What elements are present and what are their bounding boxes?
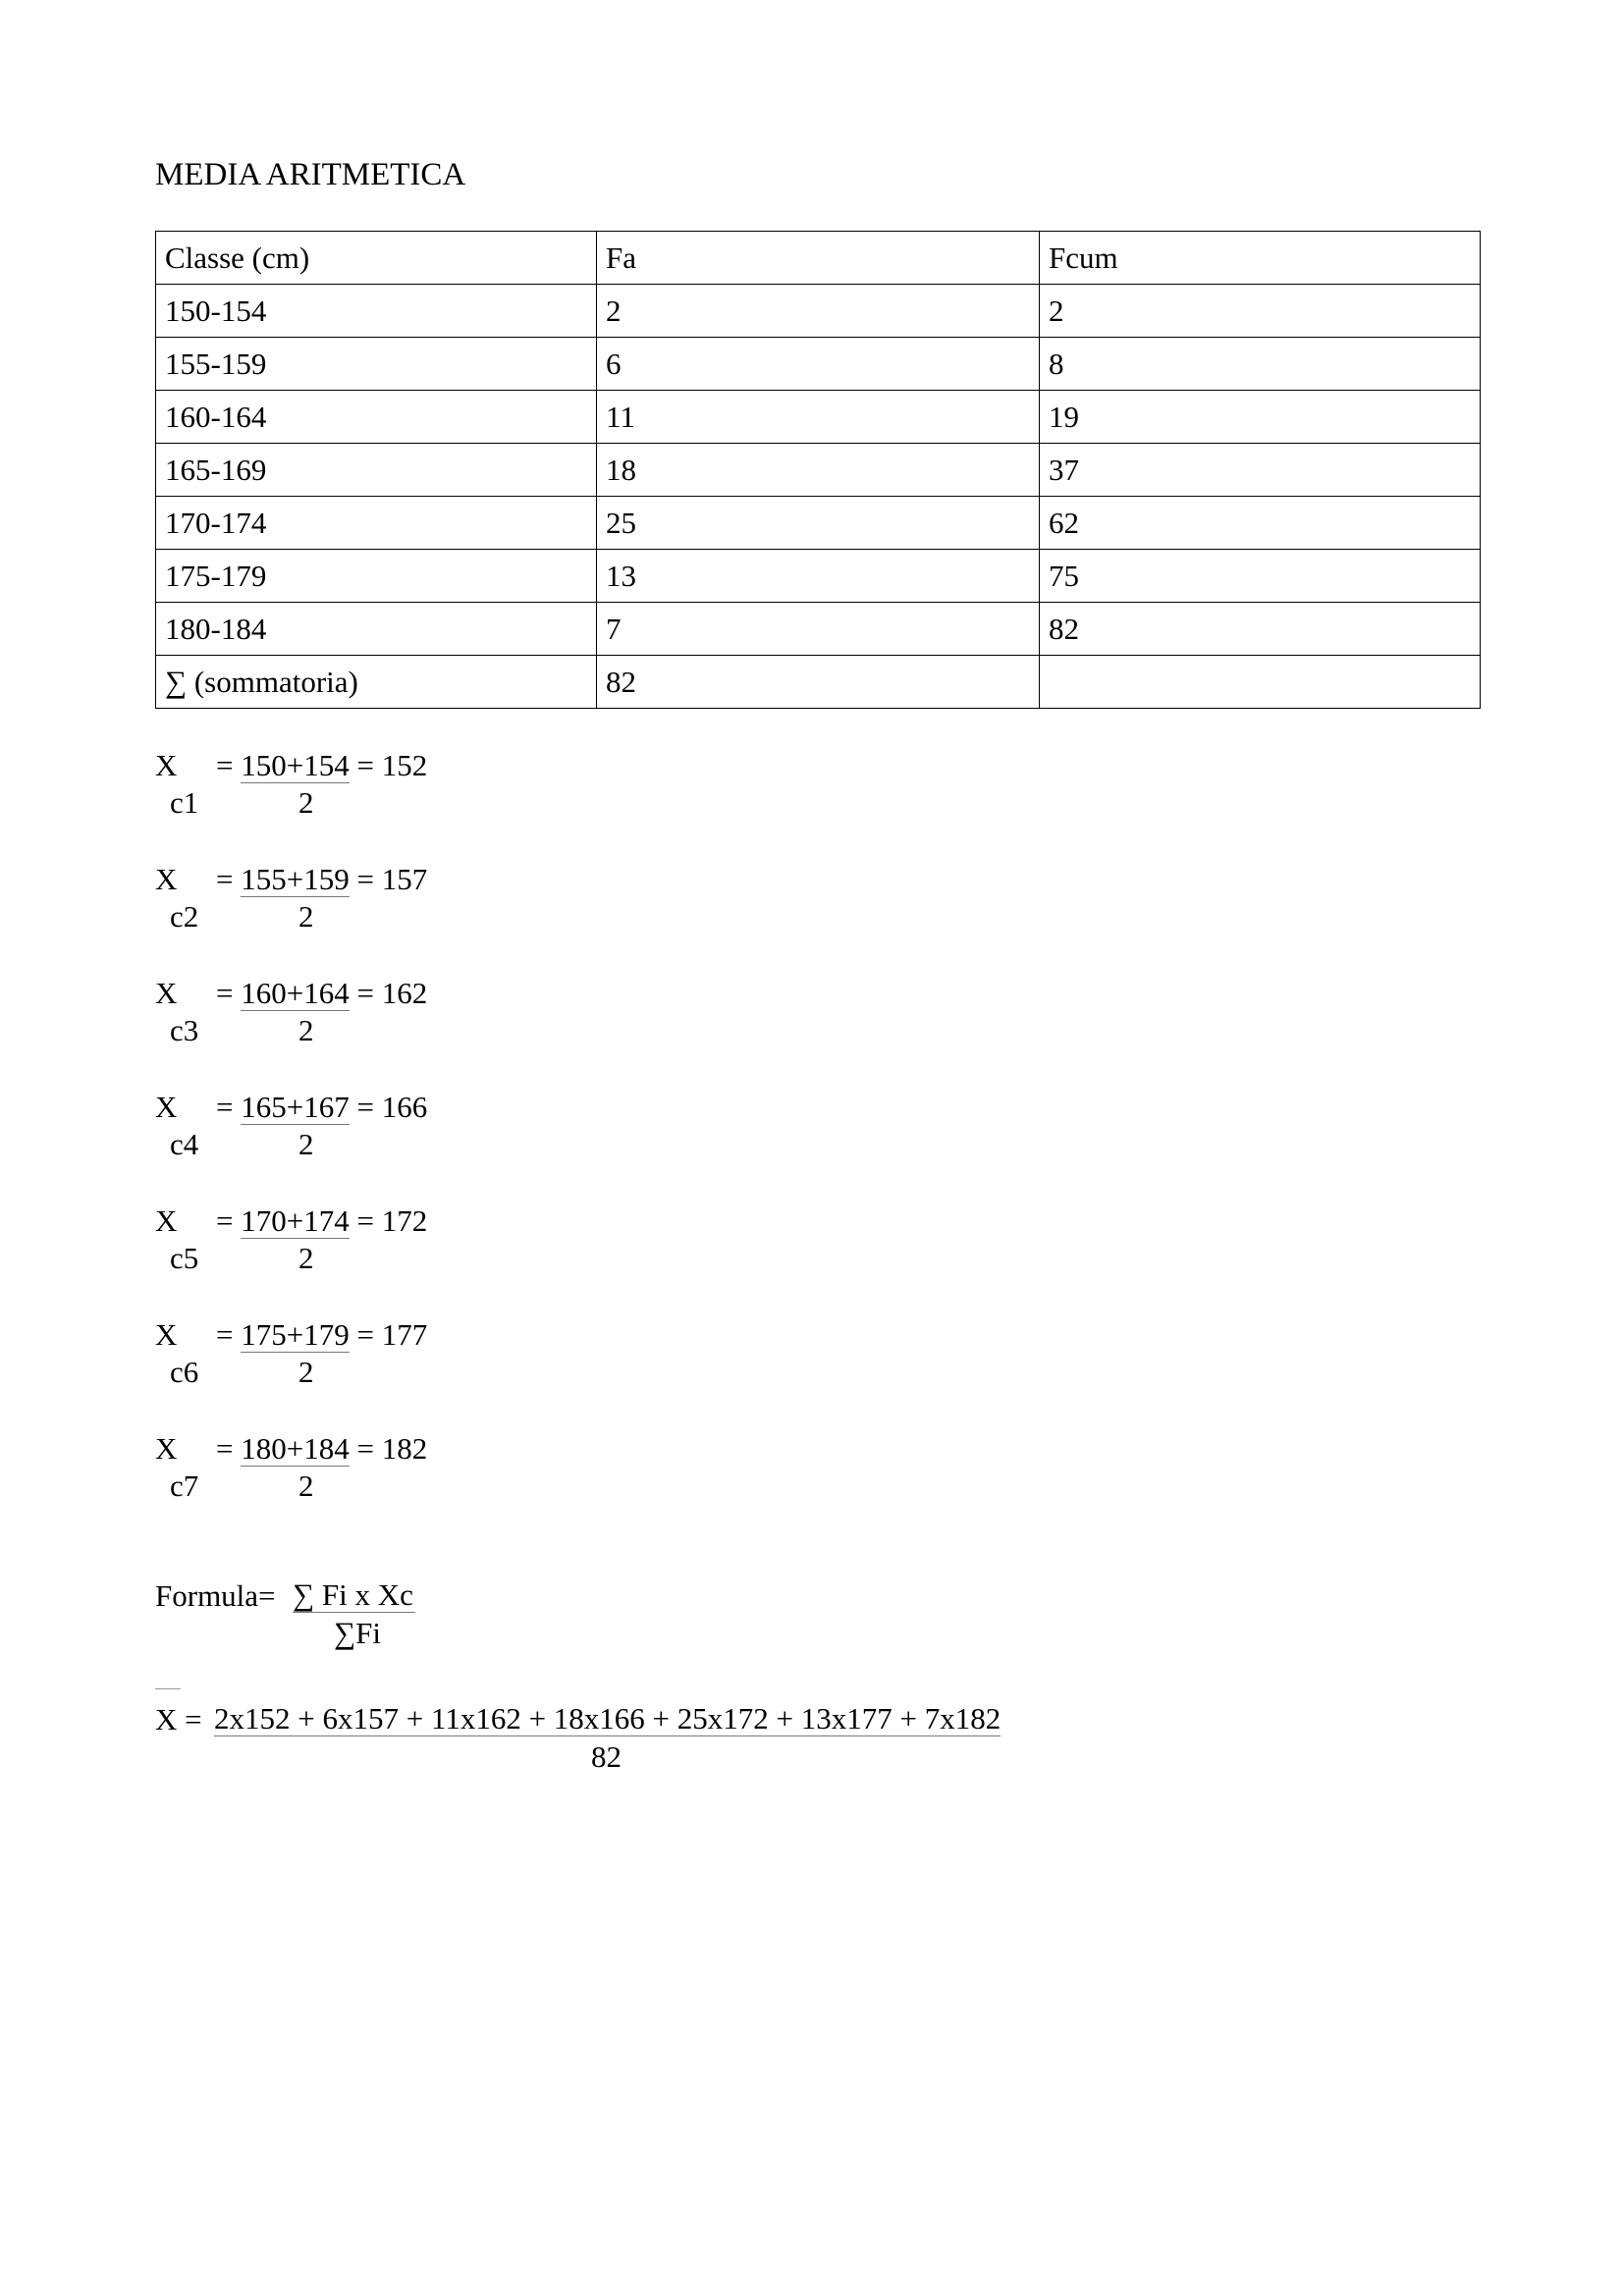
equation-variable: X: [155, 1431, 178, 1466]
table-header-row: [156, 232, 1481, 285]
equation-result: 182: [381, 1431, 428, 1466]
class-center-equation: [155, 748, 469, 830]
equation-subscript: c7: [170, 1468, 199, 1503]
cell-fa: 13: [597, 550, 1040, 603]
equation-result: 166: [381, 1090, 428, 1124]
header-classe: Classe (cm): [156, 232, 597, 285]
mean-lhs: X =: [155, 1702, 202, 1736]
equation-variable: X: [155, 1203, 178, 1238]
equation-top-line: = 175+179 = 177: [216, 1317, 428, 1352]
equation-subscript: c6: [170, 1355, 199, 1389]
equation-subscript: c4: [170, 1127, 199, 1161]
equation-subscript: c3: [170, 1013, 199, 1047]
cell-fcum: 75: [1040, 550, 1481, 603]
equation-denominator: 2: [298, 785, 314, 820]
equation-top-line: = 165+167 = 166: [216, 1090, 428, 1124]
header-fa: Fa: [597, 232, 1040, 285]
equation-top-line: = 160+164 = 162: [216, 976, 428, 1010]
cell-classe: 175-179: [156, 550, 597, 603]
class-center-equation: [155, 862, 469, 944]
equation-denominator: 2: [298, 1013, 314, 1047]
equation-numerator: 170+174: [241, 1203, 350, 1238]
cell-sum-fcum: [1040, 656, 1481, 709]
equation-denominator: 2: [298, 1241, 314, 1275]
cell-sum-fa: 82: [597, 656, 1040, 709]
table-row: [156, 444, 1481, 497]
frequency-table: [155, 231, 1481, 709]
cell-fa: 11: [597, 391, 1040, 444]
equation-denominator: 2: [298, 899, 314, 934]
cell-classe: 155-159: [156, 338, 597, 391]
class-center-equation: [155, 976, 469, 1058]
equation-variable: X: [155, 862, 178, 896]
table-row: [156, 497, 1481, 550]
equation-numerator: 160+164: [241, 976, 350, 1010]
table-total-row: [156, 656, 1481, 709]
cell-classe: 150-154: [156, 285, 597, 338]
table-row: [156, 285, 1481, 338]
cell-fcum: 19: [1040, 391, 1481, 444]
cell-fcum: 8: [1040, 338, 1481, 391]
equation-variable: X: [155, 748, 178, 782]
class-center-equation: [155, 1090, 469, 1172]
cell-classe: 165-169: [156, 444, 597, 497]
mean-calculation: [155, 1671, 1137, 1779]
equation-subscript: c5: [170, 1241, 199, 1275]
mean-denominator: 82: [591, 1739, 622, 1774]
equation-numerator: 155+159: [241, 862, 350, 896]
formula-denominator: ∑Fi: [334, 1616, 381, 1650]
equation-subscript: c1: [170, 785, 199, 820]
table-row: [156, 391, 1481, 444]
equation-variable: X: [155, 1090, 178, 1124]
equation-denominator: 2: [298, 1468, 314, 1503]
equation-numerator: 165+167: [241, 1090, 350, 1124]
equation-result: 177: [381, 1317, 428, 1352]
cell-fa: 25: [597, 497, 1040, 550]
mean-numerator: 2x152 + 6x157 + 11x162 + 18x166 + 25x172 + 13x177 + 7x182: [214, 1701, 1001, 1735]
header-fcum: Fcum: [1040, 232, 1481, 285]
page-title: MEDIA ARITMETICA: [155, 157, 466, 192]
equation-top-line: = 150+154 = 152: [216, 748, 428, 782]
equation-denominator: 2: [298, 1127, 314, 1161]
cell-fa: 7: [597, 603, 1040, 656]
cell-classe: 180-184: [156, 603, 597, 656]
equation-top-line: = 170+174 = 172: [216, 1203, 428, 1238]
equation-result: 162: [381, 976, 428, 1010]
cell-classe: 170-174: [156, 497, 597, 550]
cell-fa: 2: [597, 285, 1040, 338]
equation-denominator: 2: [298, 1355, 314, 1389]
cell-fcum: 62: [1040, 497, 1481, 550]
cell-fcum: 37: [1040, 444, 1481, 497]
cell-sum-label: ∑ (sommatoria): [156, 656, 597, 709]
equation-result: 157: [381, 862, 428, 896]
equation-variable: X: [155, 976, 178, 1010]
cell-classe: 160-164: [156, 391, 597, 444]
equation-top-line: = 180+184 = 182: [216, 1431, 428, 1466]
table-row: [156, 603, 1481, 656]
mean-formula: [155, 1578, 450, 1657]
cell-fcum: 2: [1040, 285, 1481, 338]
equation-result: 172: [381, 1203, 428, 1238]
equation-numerator: 150+154: [241, 748, 350, 782]
class-center-equation: [155, 1317, 469, 1400]
equation-top-line: = 155+159 = 157: [216, 862, 428, 896]
equation-numerator: 180+184: [241, 1431, 350, 1466]
cell-fcum: 82: [1040, 603, 1481, 656]
class-center-equation: [155, 1203, 469, 1286]
cell-fa: 6: [597, 338, 1040, 391]
formula-numerator: ∑ Fi x Xc: [293, 1577, 413, 1612]
class-center-equation: [155, 1431, 469, 1514]
equation-subscript: c2: [170, 899, 199, 934]
table-row: [156, 550, 1481, 603]
table-row: [156, 338, 1481, 391]
equation-variable: X: [155, 1317, 178, 1352]
formula-label: Formula=: [155, 1578, 276, 1613]
mean-bar-mark: [155, 1688, 181, 1689]
equation-result: 152: [381, 748, 428, 782]
cell-fa: 18: [597, 444, 1040, 497]
equation-numerator: 175+179: [241, 1317, 350, 1352]
